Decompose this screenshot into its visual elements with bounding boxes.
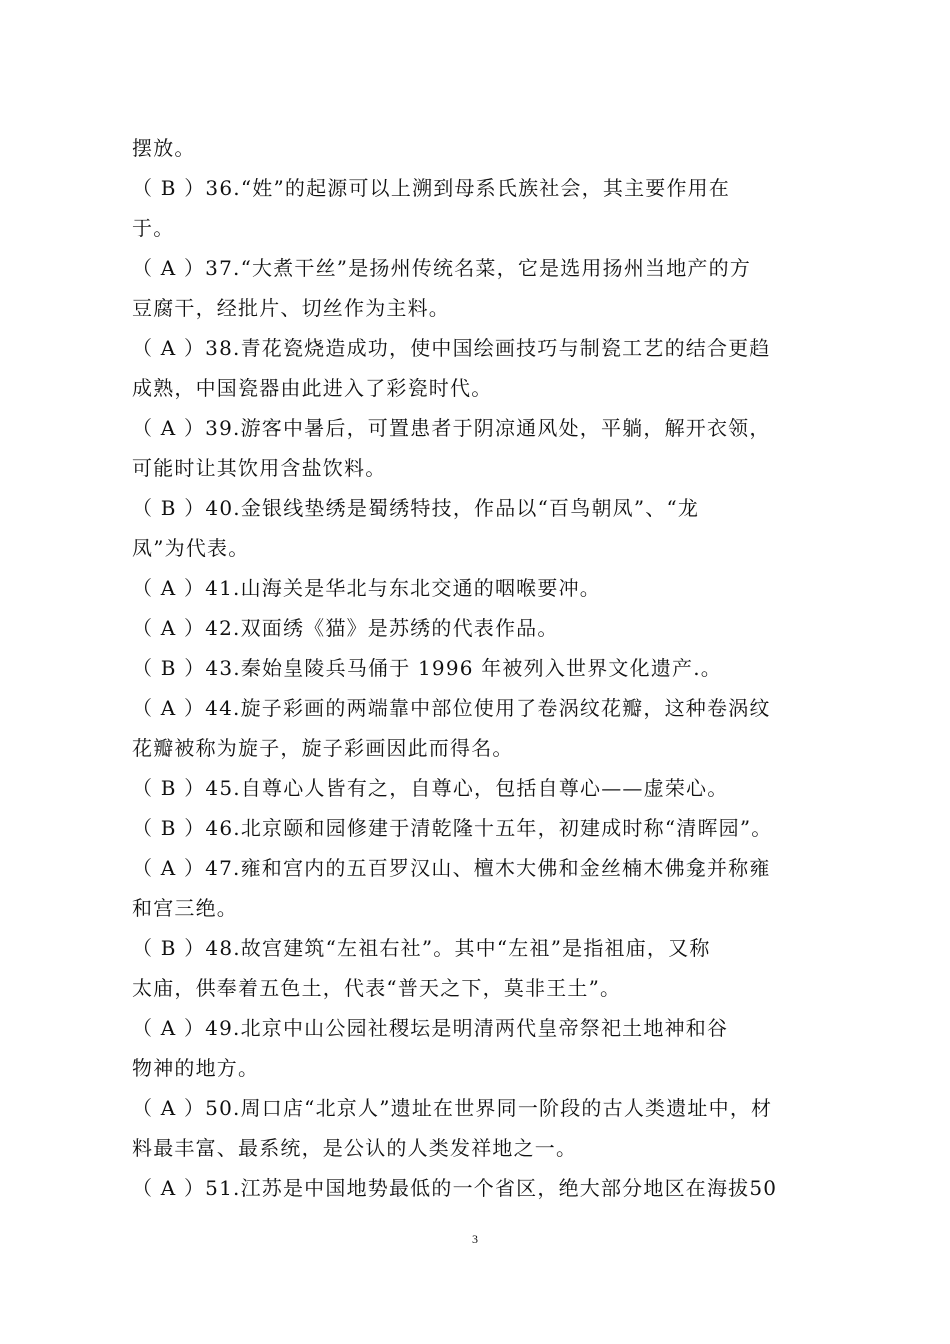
text-line: 凤”为代表。 xyxy=(132,536,250,560)
text-line: （ A ）47.雍和宫内的五百罗汉山、檀木大佛和金丝楠木佛龛并称雍 xyxy=(132,856,771,880)
text-line: （ A ）37.“大煮干丝”是扬州传统名菜，它是选用扬州当地产的方 xyxy=(132,256,752,280)
text-line: （ A ）41.山海关是华北与东北交通的咽喉要冲。 xyxy=(132,576,601,600)
text-line: 花瓣被称为旋子，旋子彩画因此而得名。 xyxy=(132,736,514,760)
text-line: （ A ）38.青花瓷烧造成功，使中国绘画技巧与制瓷工艺的结合更趋 xyxy=(132,336,771,360)
text-line: 物神的地方。 xyxy=(132,1056,260,1080)
text-line: （ A ）51.江苏是中国地势最低的一个省区，绝大部分地区在海拔50 xyxy=(132,1176,778,1200)
text-line: 于。 xyxy=(132,216,175,240)
question-list xyxy=(132,128,832,1208)
text-line: 豆腐干，经批片、切丝作为主料。 xyxy=(132,296,450,320)
text-line: （ A ）50.周口店“北京人”遗址在世界同一阶段的古人类遗址中，材 xyxy=(132,1096,773,1120)
text-line: （ B ）45.自尊心人皆有之，自尊心，包括自尊心——虚荣心。 xyxy=(132,776,729,800)
text-line: （ A ）42.双面绣《猫》是苏绣的代表作品。 xyxy=(132,616,559,640)
text-line: 可能时让其饮用含盐饮料。 xyxy=(132,456,387,480)
text-line: （ B ）36.“姓”的起源可以上溯到母系氏族社会，其主要作用在 xyxy=(132,176,731,200)
text-line: 太庙，供奉着五色土，代表“普天之下，莫非王土”。 xyxy=(132,976,622,1000)
text-line: （ A ）44.旋子彩画的两端靠中部位使用了卷涡纹花瓣，这种卷涡纹 xyxy=(132,696,771,720)
text-line: 料最丰富、最系统，是公认的人类发祥地之一。 xyxy=(132,1136,578,1160)
page-number: 3 xyxy=(472,1232,478,1246)
text-line: 成熟，中国瓷器由此进入了彩瓷时代。 xyxy=(132,376,493,400)
text-line: （ A ）49.北京中山公园社稷坛是明清两代皇帝祭祀土地神和谷 xyxy=(132,1016,729,1040)
text-line: （ A ）39.游客中暑后，可置患者于阴凉通风处，平躺，解开衣领， xyxy=(132,416,771,440)
text-line: 和宫三绝。 xyxy=(132,896,238,920)
text-line: （ B ）46.北京颐和园修建于清乾隆十五年，初建成时称“清晖园”。 xyxy=(132,816,773,840)
text-line: 摆放。 xyxy=(132,136,196,160)
text-line: （ B ）40.金银线垫绣是蜀绣特技，作品以“百鸟朝凤”、“龙 xyxy=(132,496,700,520)
text-line: （ B ）43.秦始皇陵兵马俑于 1996 年被列入世界文化遗产.。 xyxy=(132,656,722,680)
text-line: （ B ）48.故宫建筑“左祖右社”。其中“左祖”是指祖庙，又称 xyxy=(132,936,711,960)
